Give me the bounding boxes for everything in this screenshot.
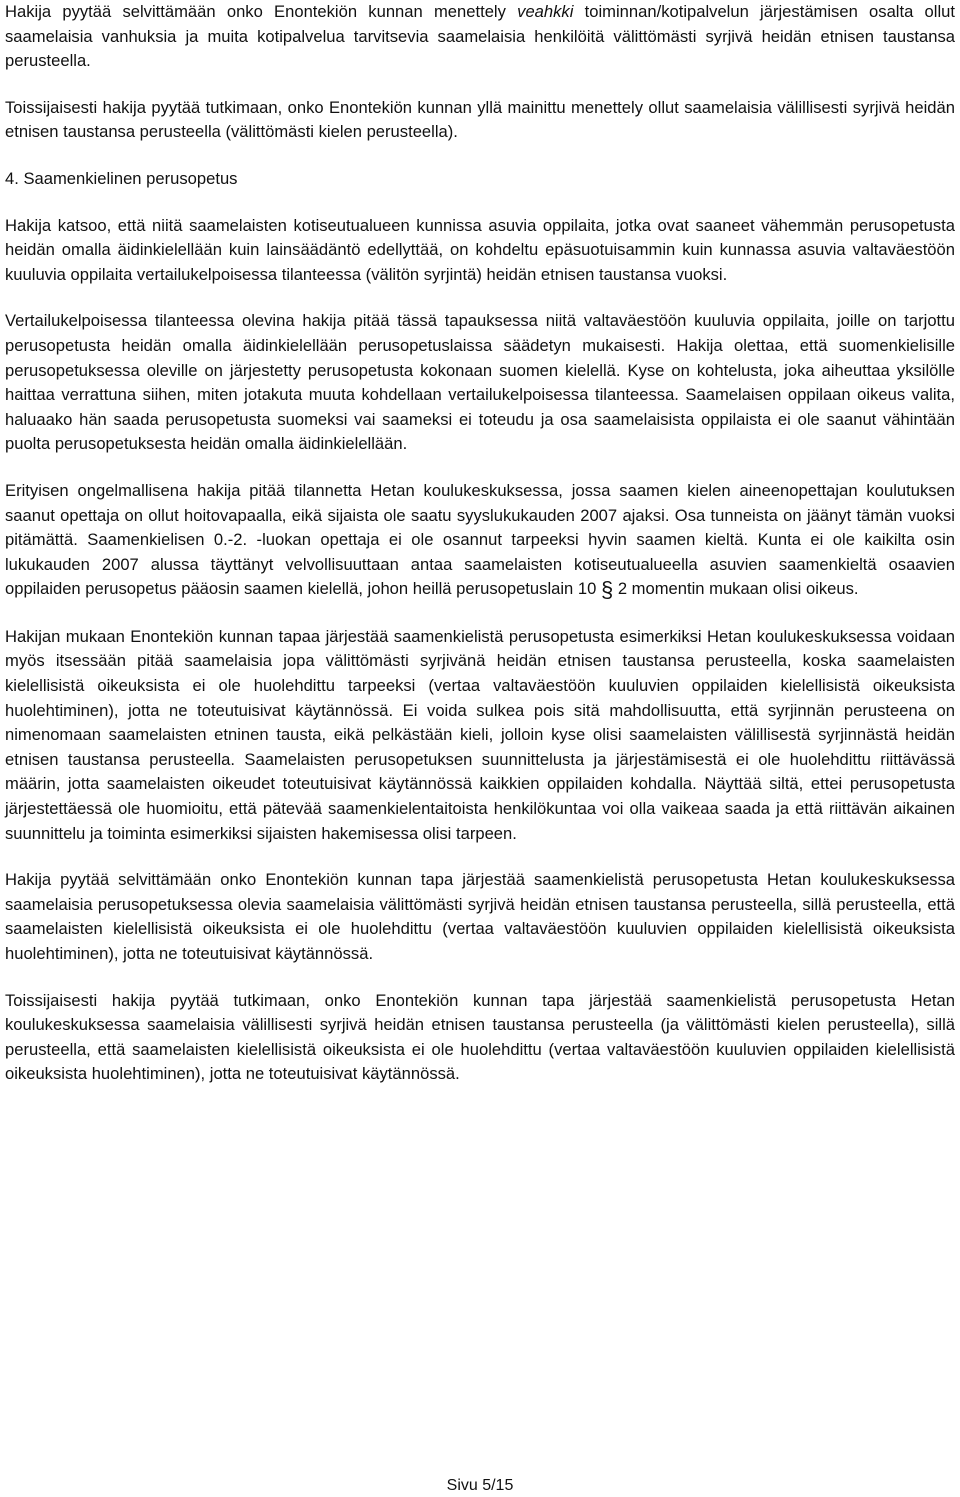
paragraph-direct-request: Hakija pyytää selvittämään onko Enontekiön kunnan tapa järjestää saamenkielistä perusopetusta Hetan koulukeskuksessa saamelaisia perusopetuksessa olevia saamelaisia välittömästi syrjivä heidän etnisen taustansa perusteella, sillä perusteella, että saamelaisten kielellisistä oikeuksista ei ole huolehdittu (vertaa valtaväestöön kuuluvien oppilaiden kielellisistä oikeuksista huolehtiminen), jotta ne toteutuisivat käytännössä. — [5, 870, 955, 963]
paragraph-veahkki-request — [5, 0, 955, 74]
text-run: Hakija pyytää selvittämään onko Enontekiön kunnan menettely — [5, 2, 518, 21]
section-heading: 4. Saamenkielinen perusopetus — [5, 168, 238, 188]
section-sign: § — [600, 577, 614, 603]
paragraph-indirect-request: Toissijaisesti hakija pyytää tutkimaan, onko Enontekiön kunnan tapa järjestää saamenkielistä perusopetusta Hetan koulukeskuksessa saamelaisia välillisesti syrjivä heidän etnisen taustansa perusteella (ja välittömästi kielen perusteella), sillä perusteella, että saamelaisten kielellisistä oikeuksista ei ole huolehdittu (vertaa valtaväestöön kuuluvien oppilaiden kielellisistä oikeuksista huolehtiminen), jotta ne toteutuisivat käytännössä. — [5, 990, 955, 1084]
paragraph-secondary-request: Toissijaisesti hakija pyytää tutkimaan, onko Enontekiön kunnan yllä mainittu menettely ollut saamelaisia välillisesti syrjivä heidän etnisen taustansa perusteella (välittömästi kielen perusteella). — [5, 97, 955, 142]
text-run: 2 momentin mukaan olisi oikeus. — [613, 579, 859, 599]
text-run: toiminnan/kotipalvelun järjestämisen osalta ollut saamelaisia vanhuksia ja muita kotipalvelua tarvitsevia saamelaisia henkilöitä välittömästi syrjivä heidän etnisen taustansa perusteella. — [5, 2, 955, 71]
paragraph-comparison: Vertailukelpoisessa tilanteessa olevina hakija pitää tässä tapauksessa niitä valtaväestöön kuuluvia oppilaita, joille on tarjottu perusopetusta heidän omalla äidinkielellään perusopetuslaissa säädetyn mukaisesti. Hakija olettaa, että suomenkielisille perusopetuksessa oleville on järjestetty perusopetusta kokonaan suomen kielellä. Kyse on kohtelusta, joka aiheuttaa yksilölle haittaa verrattuna siihen, miten jotakuta muuta kohdellaan vertailukelpoisessa tilanteessa. Saamelaisen oppilaan oikeus valita, haluaako hän saada perusopetusta suomeksi vai saameksi ei toteudu ja osa saamelaisista oppilaista ei ole saanut vähintään puolta perusopetuksesta heidän omalla äidinkielellään. — [5, 311, 955, 454]
paragraph-claim: Hakija katsoo, että niitä saamelaisten kotiseutualueen kunnissa asuvia oppilaita, jotka ovat saaneet vähemmän perusopetusta heidän omalla äidinkielellään kuin lainsäädäntö edellyttää, on kohdeltu epäsuotuisammin kuin kunnassa asuvia valtaväestöön kuuluvia oppilaita vertailukelpoisessa tilanteessa (välitön syrjintä) heidän etnisen taustansa vuoksi. — [5, 215, 955, 284]
document-page — [5, 0, 955, 1087]
text-run: Erityisen ongelmallisena hakija pitää tilannetta Hetan koulukeskuksessa, jossa saamen kielen aineenopettajan koulutuksen saanut opettaja on ollut hoitovapaalla, eikä sijaista ole saatu syyslukukauden 2007 ajaksi. Osa tunneista on jäänyt tämän vuoksi pitämättä. Saamenkielisen 0.-2. -luokan opettaja ei ole osannut tarpeeksi hyvin saamen kieltä. Kunta ei ole kaikilta osin lukukauden 2007 alussa täyttänyt velvollisuuttaan antaa saamelaisten kotiseutualueella asuvien saamenkieltä osaavien oppilaiden perusopetus pääosin saamen kielellä, johon heillä perusopetuslain 10 — [5, 480, 955, 599]
page-number: Sivu 5/15 — [446, 1477, 514, 1494]
italic-term: veahkki — [517, 2, 574, 21]
paragraph-hetan-situation — [5, 479, 955, 603]
paragraph-applicant-view: Hakijan mukaan Enontekiön kunnan tapaa järjestää saamenkielistä perusopetusta esimerkiksi Hetan koulukeskuksessa voidaan myös itsessään pitää saamelaisia jopa välittömästi syrjivänä heidän etnisen taustansa perusteella, koska saamelaisten kielellisistä oikeuksista ei ole huolehdittu tarpeeksi (vertaa valtaväestöön kuuluvien oppilaiden kielellisistä oikeuksista huolehtiminen), jotta ne toteutuisivat käytännössä. Ei voida sulkea pois sitä mahdollisuutta, että syrjinnän perusteena on nimenomaan saamelaisten etninen tausta, eikä pelkästään kieli, jolloin kyse olisi saamelaisten välillisestä syrjinnästä heidän etnisen taustansa perusteella. Saamelaisten perusopetuksen suunnittelusta ja järjestämisestä ei ole huolehdittu riittävässä määrin, jotta saamelaisten oikeudet toteutuisivat käytännössä kaikkien oppilaiden kohdalla. Näyttää siltä, ettei perusopetusta järjestettäessä ole huomioitu, että pätevää saamenkielentaitoista henkilökuntaa voi olla vaikeaa saada ja että riittävän aikainen suunnittelu ja toiminta esimerkiksi sijaisten hakemisessa olisi tarpeen. — [5, 626, 955, 843]
